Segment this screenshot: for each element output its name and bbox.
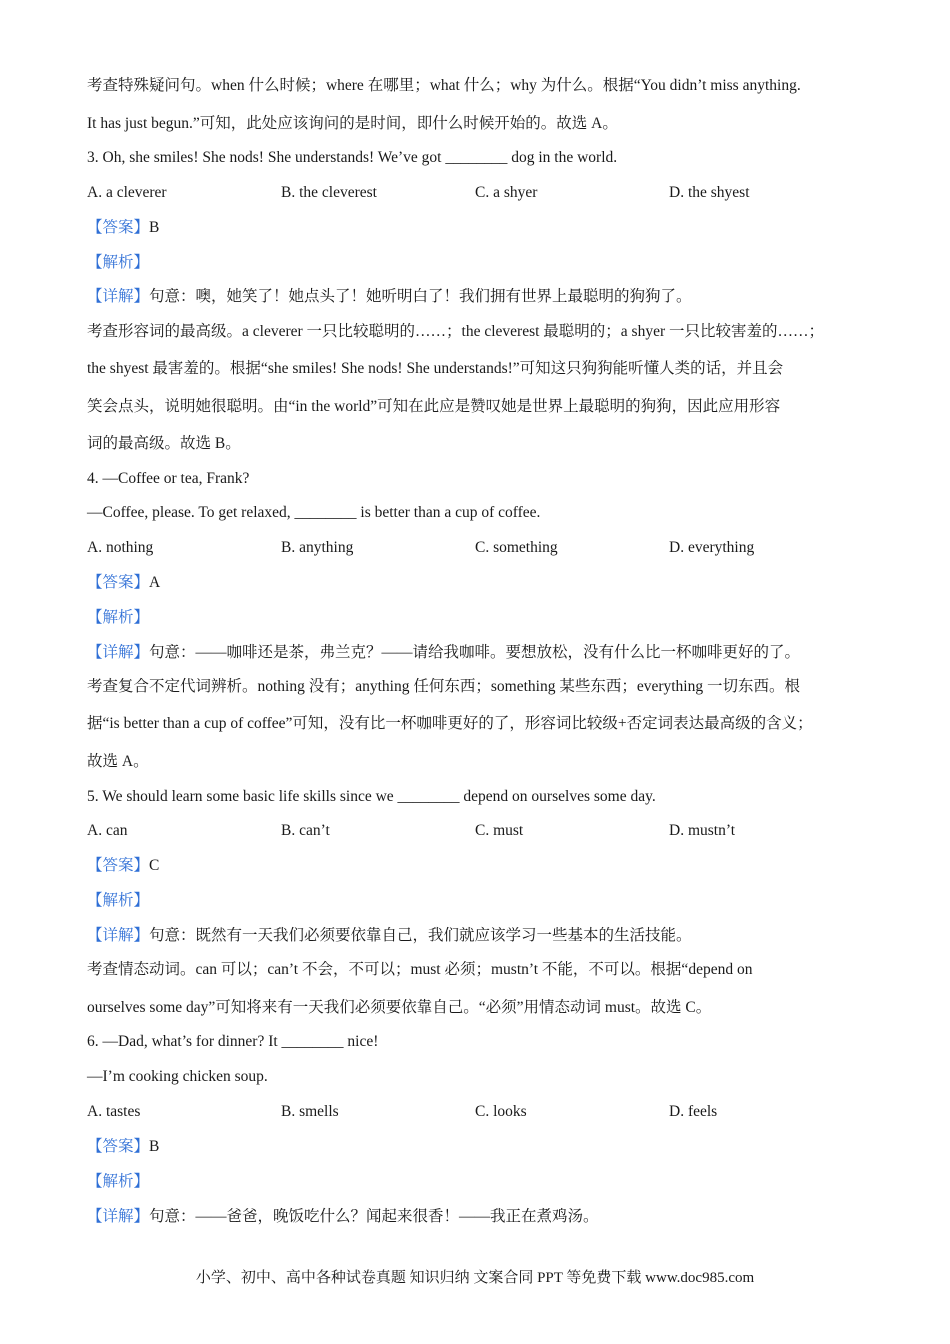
- analysis-label: 【解析】: [87, 254, 150, 271]
- question-5-option-d: D. mustn’t: [669, 822, 736, 839]
- detail-label: 【详解】: [87, 1208, 150, 1225]
- analysis-label: 【解析】: [87, 609, 150, 626]
- question-3-analysis-label: [87, 253, 149, 273]
- question-3-option-b: B. the cleverest: [281, 184, 377, 201]
- question-5-option-a: A. can: [87, 822, 128, 839]
- question-4-option-b: B. anything: [281, 539, 354, 556]
- question-4-option-c: C. something: [475, 539, 558, 556]
- question-5-option-c: C. must: [475, 822, 524, 839]
- answer-label: 【答案】: [87, 857, 150, 874]
- question-6-option-c: C. looks: [475, 1103, 527, 1120]
- question-4-analysis-label: [87, 608, 149, 628]
- answer-label: 【答案】: [87, 219, 150, 236]
- analysis-label: 【解析】: [87, 1173, 150, 1190]
- question-5-detail-line: ourselves some day”可知将来有一天我们必须要依靠自己。“必须”用情态动词 must。故选 C。: [87, 999, 712, 1016]
- question-4-option-a: A. nothing: [87, 539, 154, 556]
- detail-label: 【详解】: [87, 288, 150, 305]
- answer-value: A: [149, 574, 161, 591]
- question-6-option-d: D. feels: [669, 1103, 718, 1120]
- answer-label: 【答案】: [87, 1138, 150, 1155]
- detail-text: 句意：——咖啡还是茶，弗兰克？——请给我咖啡。要想放松，没有什么比一杯咖啡更好的了。: [149, 644, 801, 661]
- question-3-option-a: A. a cleverer: [87, 184, 167, 201]
- question-5-analysis-label: [87, 891, 149, 911]
- question-4-detail-line: [87, 643, 800, 663]
- question-4-answer: [87, 573, 160, 593]
- detail-text: 句意：噢，她笑了！她点头了！她听明白了！我们拥有世界上最聪明的狗狗了。: [149, 288, 692, 305]
- analysis-label: 【解析】: [87, 892, 150, 909]
- answer-value: B: [149, 219, 160, 236]
- question-4-stem-2: —Coffee, please. To get relaxed, ________ is better than a cup of coffee.: [87, 504, 541, 521]
- question-3-detail-line: 词的最高级。故选 B。: [87, 435, 241, 452]
- detail-label: 【详解】: [87, 644, 150, 661]
- intro-line-2: It has just begun.”可知，此处应该询问的是时间，即什么时候开始的。故选 A。: [87, 115, 618, 132]
- question-3-detail-line: the shyest 最害羞的。根据“she smiles! She nods! She understands!”可知这只狗狗能听懂人类的话，并且会: [87, 360, 784, 377]
- answer-value: B: [149, 1138, 160, 1155]
- question-6-answer: [87, 1137, 159, 1157]
- question-6-stem-2: —I’m cooking chicken soup.: [87, 1068, 268, 1085]
- question-3-option-c: C. a shyer: [475, 184, 538, 201]
- question-4-detail-line: 故选 A。: [87, 753, 149, 770]
- answer-value: C: [149, 857, 160, 874]
- question-3-option-d: D. the shyest: [669, 184, 750, 201]
- question-3-answer: [87, 218, 159, 238]
- question-5-detail-line: [87, 926, 692, 946]
- page-footer: 小学、初中、高中各种试卷真题 知识归纳 文案合同 PPT 等免费下载 www.doc985.com: [195, 1270, 755, 1286]
- question-3-detail-line: 考查形容词的最高级。a cleverer 一只比较聪明的……；the cleverest 最聪明的；a shyer 一只比较害羞的……；: [87, 323, 824, 340]
- detail-text: 句意：——爸爸，晚饭吃什么？闻起来很香！——我正在煮鸡汤。: [149, 1208, 599, 1225]
- question-4-stem-1: 4. —Coffee or tea, Frank?: [87, 470, 250, 487]
- question-3-detail-line: 笑会点头，说明她很聪明。由“in the world”可知在此应是赞叹她是世界上最聪明的狗狗，因此应用形容: [87, 398, 781, 415]
- question-3-stem: 3. Oh, she smiles! She nods! She understands! We’ve got ________ dog in the world.: [87, 149, 618, 166]
- question-6-option-b: B. smells: [281, 1103, 339, 1120]
- answer-label: 【答案】: [87, 574, 150, 591]
- question-5-option-b: B. can’t: [281, 822, 330, 839]
- question-3-detail-line: [87, 287, 692, 307]
- question-5-detail-line: 考查情态动词。can 可以；can’t 不会，不可以；must 必须；mustn’t 不能，不可以。根据“depend on: [87, 961, 753, 978]
- question-6-stem-1: 6. —Dad, what’s for dinner? It ________ nice!: [87, 1033, 379, 1050]
- question-5-stem: 5. We should learn some basic life skills since we ________ depend on ourselves some day.: [87, 788, 656, 805]
- question-4-detail-line: 据“is better than a cup of coffee”可知，没有比一杯咖啡更好的了，形容词比较级+否定词表达最高级的含义；: [87, 715, 813, 732]
- intro-line-1: 考查特殊疑问句。when 什么时候；where 在哪里；what 什么；why 为什么。根据“You didn’t miss anything.: [87, 77, 801, 94]
- question-4-option-d: D. everything: [669, 539, 755, 556]
- detail-text: 句意：既然有一天我们必须要依靠自己，我们就应该学习一些基本的生活技能。: [149, 927, 692, 944]
- question-6-analysis-label: [87, 1172, 149, 1192]
- question-6-option-a: A. tastes: [87, 1103, 141, 1120]
- question-4-detail-line: 考查复合不定代词辨析。nothing 没有；anything 任何东西；something 某些东西；everything 一切东西。根: [87, 678, 800, 695]
- question-5-answer: [87, 856, 159, 876]
- question-6-detail-line: [87, 1207, 599, 1227]
- detail-label: 【详解】: [87, 927, 150, 944]
